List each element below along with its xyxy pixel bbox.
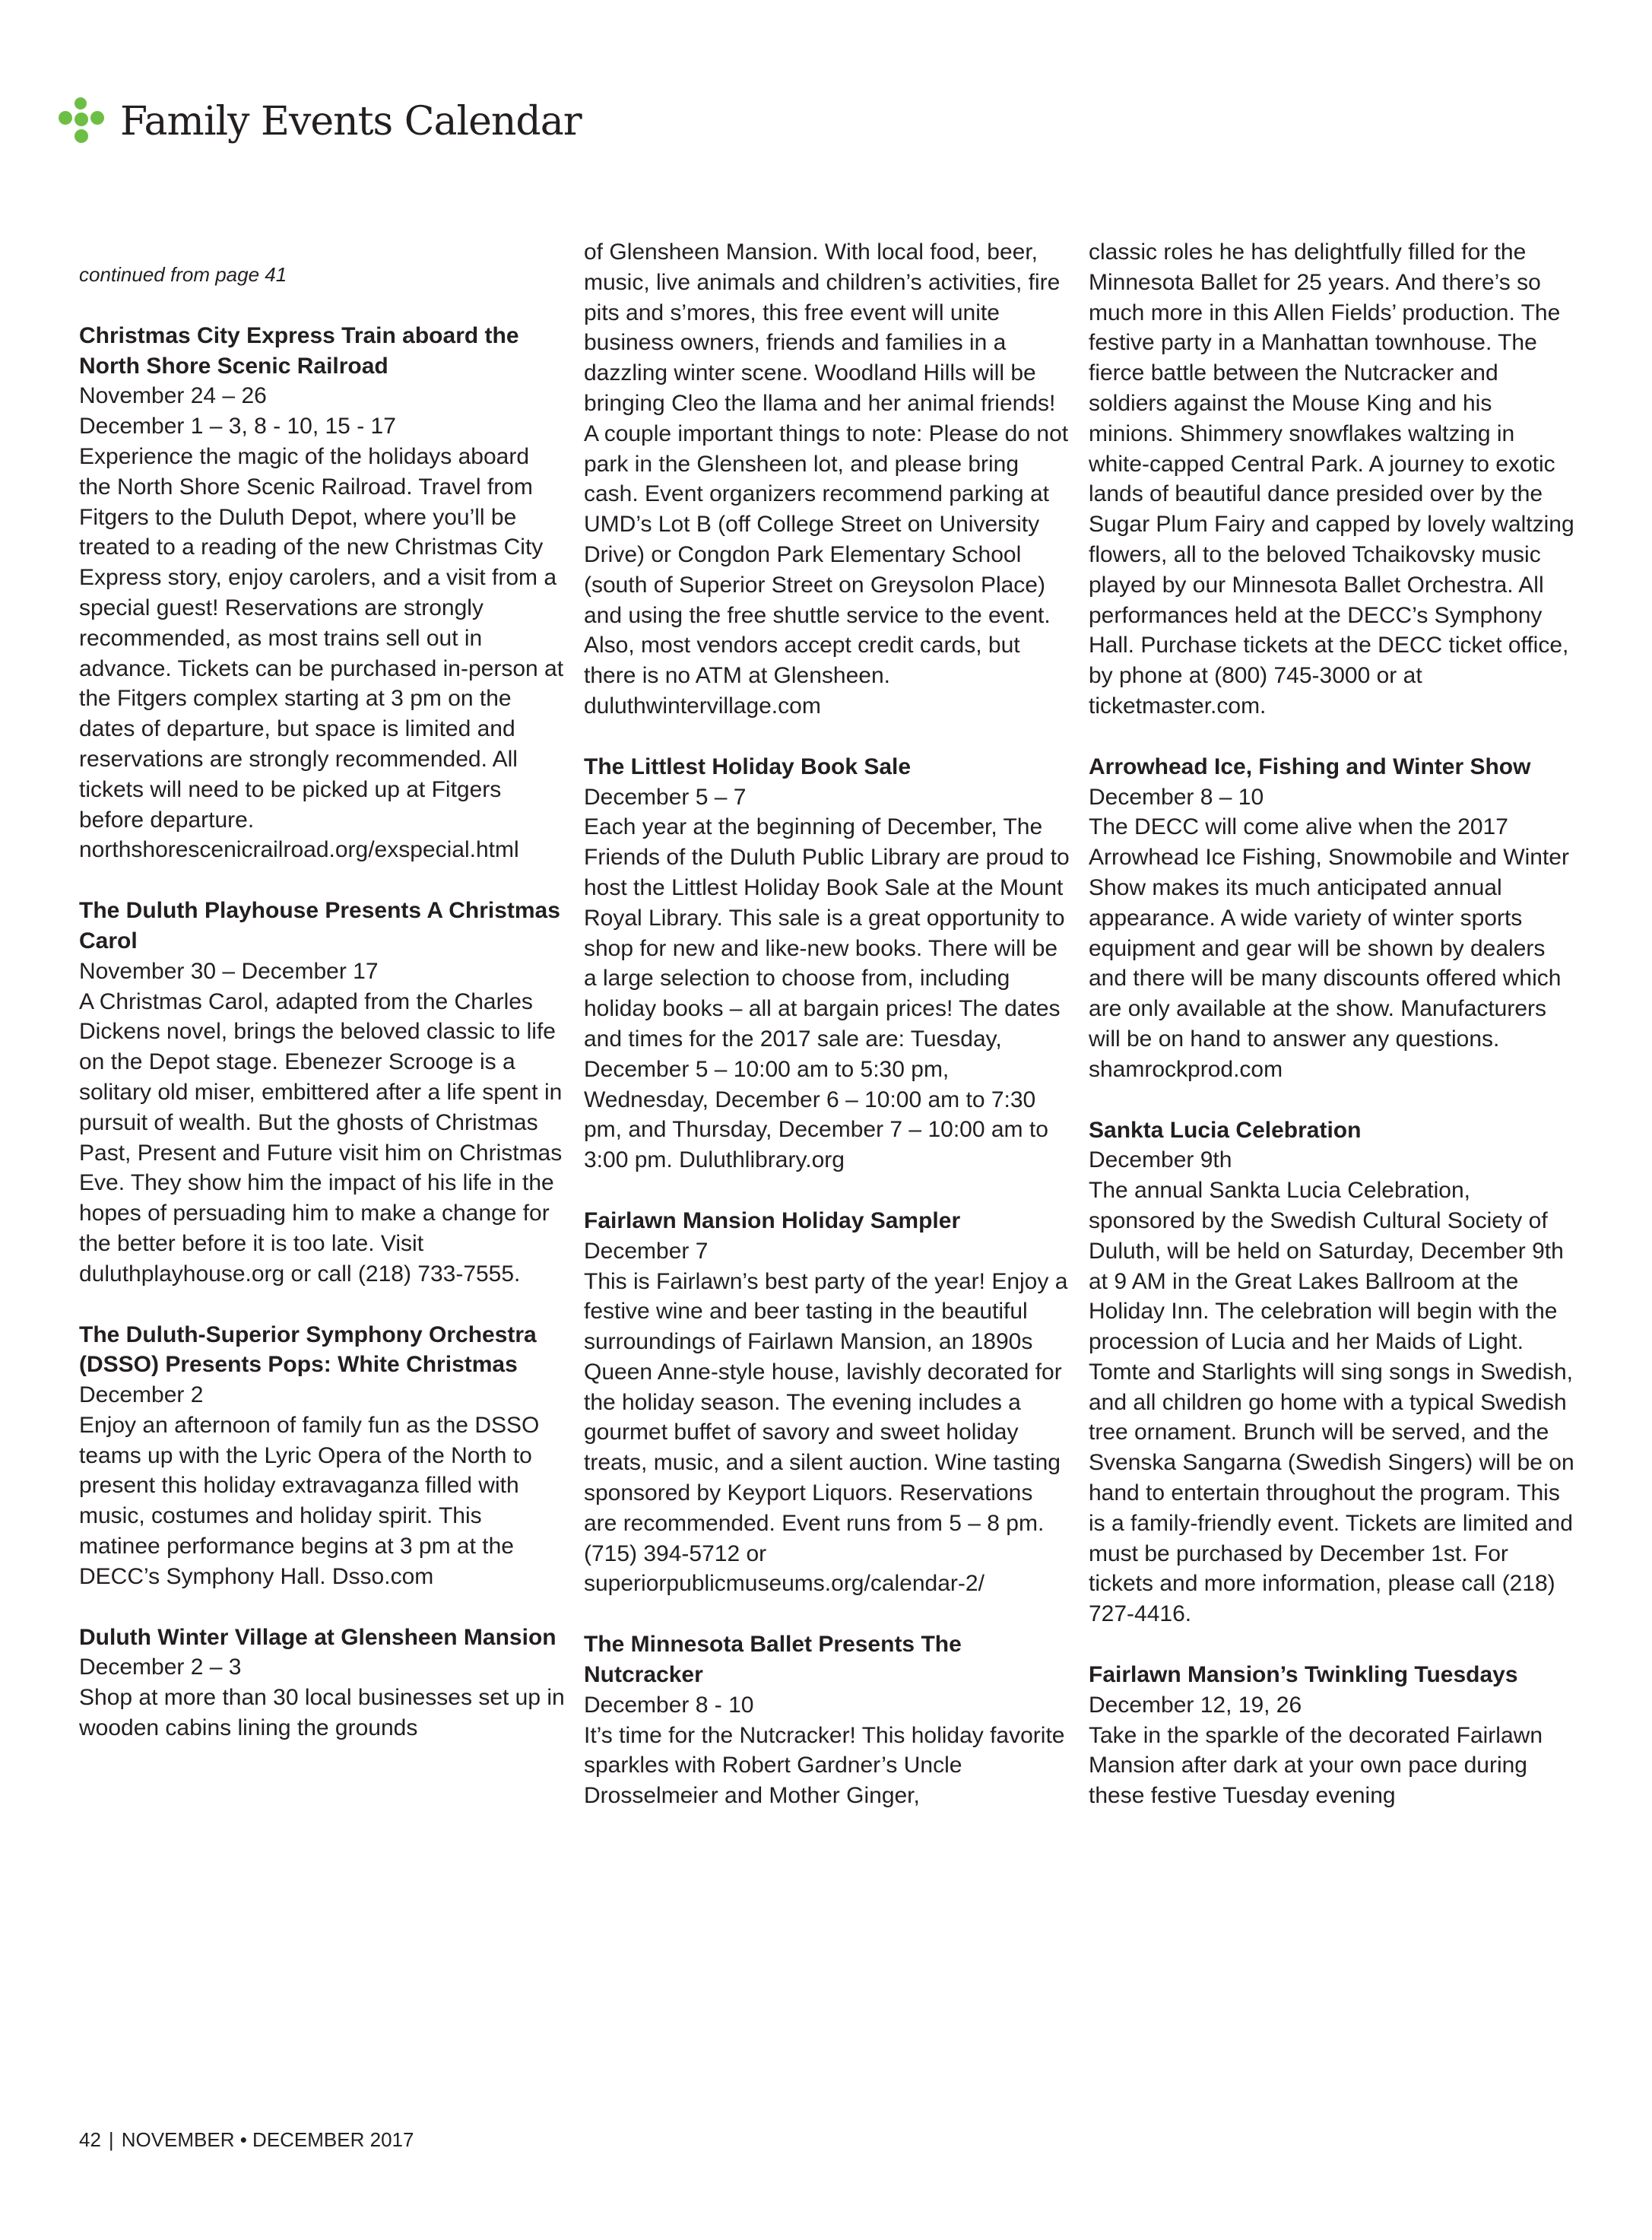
event-dates: November 30 – December 17	[79, 958, 379, 984]
page-number: 42	[79, 2128, 101, 2151]
logo-dot-right	[90, 111, 104, 125]
event-body: The DECC will come alive when the 2017 Arrowhead Ice Fishing, Snowmobile and Winter Show makes its much anticipated annual appearance. A wide variety of winter sports equipment and gear will be shown by dealers and there will be many discounts offered which are only available at the show. Manufacturers will be on hand to answer any questions. shamrockprod.com	[1089, 814, 1569, 1082]
event-body: This is Fairlawn’s best party of the year! Enjoy a festive wine and beer tasting in the beautiful surroundings of Fairlawn Mansion, an 1890s Queen Anne-style house, lavishly decorated for the holiday season. The evening includes a gourmet buffet of savory and sweet holiday treats, music, and a silent auction. Wine tasting sponsored by Keyport Liquors. Reservations are recommended. Event runs from 5 – 8 pm. (715) 394-5712 or superiorpublicmuseums.org/calendar-2/	[584, 1268, 1068, 1597]
event-body: of Glensheen Mansion. With local food, beer, music, live animals and children’s activities, fire pits and s’mores, this free event will unite business owners, friends and families in a dazzling winter scene. Woodland Hills will be bringing Cleo the llama and her animal friends! A couple important things to note: Please do not park in the Glensheen lot, and please bring cash. Event organizers recommend parking at UMD’s Lot B (off College Street on University Drive) or Congdon Park Elementary School (south of Superior Street on Greysolon Place) and using the free shuttle service to the event. Also, most vendors accept credit cards, but there is no ATM at Glensheen. duluthwintervillage.com	[584, 240, 1069, 719]
page-title: Family Events Calendar	[120, 99, 582, 144]
event-arrowhead-show	[1089, 752, 1575, 1085]
flower-dots-logo-svg	[55, 96, 108, 149]
column-1	[79, 237, 566, 1774]
page-footer	[79, 2127, 414, 2152]
event-dates: December 12, 19, 26	[1089, 1692, 1302, 1718]
logo-dot-top	[75, 97, 87, 109]
event-body: It’s time for the Nutcracker! This holiday favorite sparkles with Robert Gardner’s Uncle Drosselmeier and Mother Ginger,	[584, 1722, 1065, 1809]
event-winter-village	[79, 1623, 566, 1743]
event-fairlawn-sampler	[584, 1206, 1070, 1599]
event-christmas-city-express	[79, 321, 566, 865]
event-nutcracker	[584, 1629, 1070, 1811]
event-dates: December 8 – 10	[1089, 784, 1264, 810]
event-title: The Duluth-Superior Symphony Orchestra (DSSO) Presents Pops: White Christmas	[79, 1321, 537, 1378]
column-2	[584, 237, 1070, 1842]
event-body: Shop at more than 30 local businesses set up in wooden cabins lining the grounds	[79, 1685, 565, 1741]
event-body: Take in the sparkle of the decorated Fairlawn Mansion after dark at your own pace during these festive Tuesday evening	[1089, 1722, 1543, 1809]
event-title: The Littlest Holiday Book Sale	[584, 754, 912, 779]
event-dsso-pops	[79, 1320, 566, 1592]
event-title: Sankta Lucia Celebration	[1089, 1117, 1362, 1143]
event-body: Enjoy an afternoon of family fun as the DSSO teams up with the Lyric Opera of the North to present this holiday extravaganza filled with music, costumes and holiday spirit. This matinee performance begins at 3 pm at the DECC’s Symphony Hall. Dsso.com	[79, 1412, 540, 1589]
event-title: Duluth Winter Village at Glensheen Mansion	[79, 1624, 556, 1650]
event-body: Each year at the beginning of December, The Friends of the Duluth Public Library are proud to host the Littlest Holiday Book Sale at the Mount Royal Library. This sale is a great opportunity to shop for new and like-new books. There will be a large selection to choose from, including holiday books – all at bargain prices! The dates and times for the 2017 sale are: Tuesday, December 5 – 10:00 am to 5:30 pm, Wednesday, December 6 – 10:00 am to 7:30 pm, and Thursday, December 7 – 10:00 am to 3:00 pm. Duluthlibrary.org	[584, 814, 1070, 1173]
event-dates: December 2	[79, 1382, 204, 1408]
continued-note: continued from page 41	[79, 263, 287, 286]
logo-dot-center	[75, 113, 88, 126]
event-body: Experience the magic of the holidays aboard the North Shore Scenic Railroad. Travel from Fitgers to the Duluth Depot, where you’ll be treated to a reading of the new Christmas City Express story, enjoy carolers, and a visit from a special guest! Reservations are strongly recommended, as most trains sell out in advance. Tickets can be purchased in-person at the Fitgers complex starting at 3 pm on the dates of departure, but space is limited and reservations are strongly recommended. All tickets will need to be picked up at Fitgers before departure. northshorescenicrailroad.org/exspecial.html	[79, 443, 564, 863]
event-nutcracker-continued	[1089, 237, 1575, 722]
event-title: Fairlawn Mansion Holiday Sampler	[584, 1207, 961, 1233]
event-body: classic roles he has delightfully filled for the Minnesota Ballet for 25 years. And there’s so much more in this Allen Fields’ production. The festive party in a Manhattan townhouse. The fierce battle between the Nutcracker and soldiers against the Mouse King and his minions. Shimmery snowflakes waltzing in white-capped Central Park. A journey to exotic lands of beautiful dance presided over by the Sugar Plum Fairy and capped by lovely waltzing flowers, all to the beloved Tchaikovsky music played by our Minnesota Ballet Orchestra. All performances held at the DECC’s Symphony Hall. Purchase tickets at the DECC ticket office, by phone at (800) 745-3000 or at ticketmaster.com.	[1089, 240, 1574, 719]
column-3	[1089, 237, 1575, 1842]
event-sankta-lucia	[1089, 1115, 1575, 1630]
event-twinkling-tuesdays	[1089, 1660, 1575, 1811]
event-littlest-book-sale	[584, 752, 1070, 1176]
event-dates: December 5 – 7	[584, 784, 747, 810]
event-dates: December 9th	[1089, 1147, 1232, 1173]
logo-dot-left	[59, 111, 72, 125]
issue-date: NOVEMBER • DECEMBER 2017	[121, 2128, 414, 2151]
event-title: The Minnesota Ballet Presents The Nutcracker	[584, 1632, 962, 1688]
event-christmas-carol	[79, 896, 566, 1289]
event-title: Fairlawn Mansion’s Twinkling Tuesdays	[1089, 1662, 1518, 1688]
event-title: The Duluth Playhouse Presents A Christmas Carol	[79, 898, 560, 953]
event-dates: November 24 – 26 December 1 – 3, 8 - 10, 15 - 17	[79, 383, 396, 439]
event-dates: December 8 - 10	[584, 1692, 754, 1718]
event-title: Christmas City Express Train aboard the North Shore Scenic Railroad	[79, 322, 519, 379]
event-dates: December 7	[584, 1238, 709, 1264]
event-body: The annual Sankta Lucia Celebration, sponsored by the Swedish Cultural Society of Duluth, will be held on Saturday, December 9th at 9 AM in the Great Lakes Ballroom at the Holiday Inn. The celebration will begin with the procession of Lucia and her Maids of Light. Tomte and Starlights will sing songs in Swedish, and all children go home with a typical Swedish tree ornament. Brunch will be served, and the Svenska Sangarna (Swedish Singers) will be on hand to entertain throughout the program. This is a family-friendly event. Tickets are limited and must be purchased by December 1st. For tickets and more information, please call (218) 727-4416.	[1089, 1178, 1574, 1627]
event-winter-village-continued	[584, 237, 1070, 722]
event-dates: December 2 – 3	[79, 1655, 242, 1680]
event-body: A Christmas Carol, adapted from the Charles Dickens novel, brings the beloved classic to life on the Depot stage. Ebenezer Scrooge is a solitary old miser, embittered after a life spent in pursuit of wealth. But the ghosts of Christmas Past, Present and Future visit him on Christmas Eve. They show him the impact of his life in the hopes of persuading him to make a change for the better before it is too late. Visit duluthplayhouse.org or call (218) 733-7555.	[79, 988, 563, 1287]
flower-dots-logo-icon	[55, 96, 108, 149]
footer-separator: |	[108, 2128, 114, 2151]
logo-dot-bottom	[75, 129, 88, 143]
event-title: Arrowhead Ice, Fishing and Winter Show	[1089, 754, 1531, 779]
